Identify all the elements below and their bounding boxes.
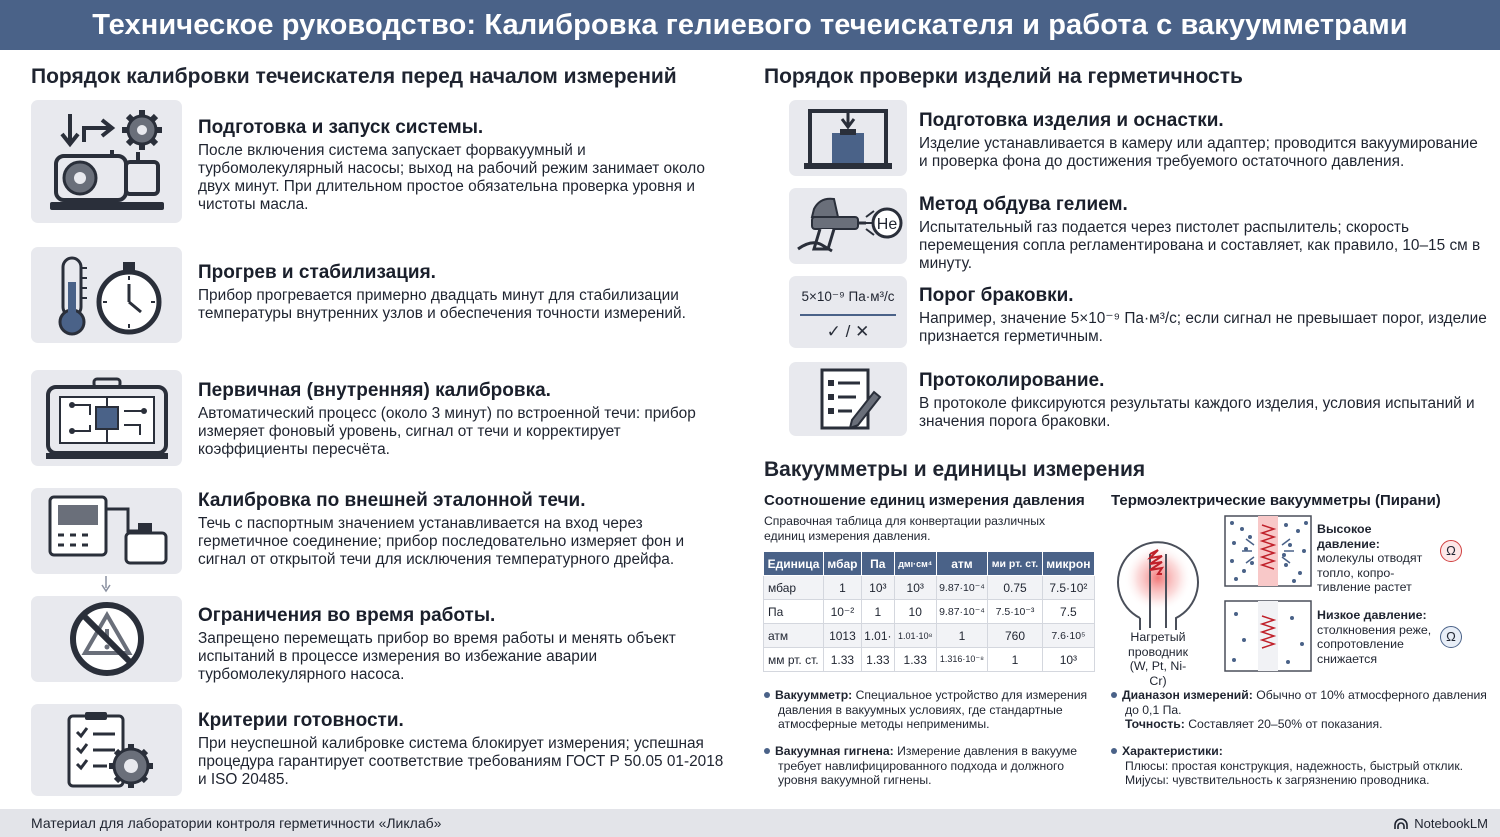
- calibration-step-1: [198, 117, 718, 214]
- step-text: В протоколе фиксируются результаты каждого изделия, условия испытаний и значения порога браковки.: [919, 395, 1475, 430]
- accuracy-term: Точность:: [1125, 717, 1185, 731]
- footer-text: Материал для лаборатории контроля герметичности «Ликлаб»: [31, 815, 442, 831]
- table-cell: 1.01·: [861, 624, 894, 648]
- high-pressure-diagram-icon: [1224, 515, 1312, 587]
- vacuum-section-title: Вакуумметры и единицы измерения: [764, 458, 1146, 481]
- low-pressure-title: Низкое давление:: [1317, 608, 1427, 622]
- step-text: При неуспешной калибровке система блокирует измерения; успешная процедура гарантирует соответствие требованиям ГОСТ Р 50.05 01-2018 и ISO 20485.: [198, 735, 724, 788]
- step-title: Первичная (внутренняя) калибровка.: [198, 380, 551, 401]
- table-cell: 9.87·10⁻⁴: [936, 576, 988, 600]
- reference-leak-icon: [31, 488, 182, 574]
- high-pressure-title: Высокое давление:: [1317, 522, 1380, 551]
- table-cell: атм: [764, 624, 824, 648]
- brand-name: NotebookLM: [1414, 816, 1488, 831]
- table-header-cell: атм: [936, 552, 988, 576]
- step-title: Протоколирование.: [919, 370, 1105, 391]
- ohm-icon: Ω: [1440, 540, 1462, 562]
- table-cell: 1: [936, 624, 988, 648]
- table-header-cell: ми рт. ст.: [988, 552, 1043, 576]
- table-cell: 0.75: [988, 576, 1043, 600]
- inspection-step-4: [919, 370, 1489, 431]
- table-cell: 1.33: [894, 648, 936, 672]
- header-bar: [0, 0, 1500, 50]
- threshold-value: 5×10⁻⁹ Па·м³/с: [801, 288, 895, 304]
- bullet-icon: [1111, 748, 1117, 754]
- bullet-text: Специальное устройство для измерения давления в вакуумных условиях, где стандартные атмосферные методы неприменимы.: [778, 688, 1088, 731]
- pirani-range: [1111, 688, 1491, 732]
- step-text: Испытательный газ подается через пистолет распылитель; скорость перемещения сопла регламентирована и составляет, как правило, 10–15 см в минуту.: [919, 219, 1481, 272]
- table-cell: 1: [823, 576, 861, 600]
- inspection-step-2: [919, 194, 1489, 273]
- checklist-gear-icon: [31, 704, 182, 796]
- table-header-row: [764, 552, 1095, 576]
- step-text: Прибор прогревается примерно двадцать минут для стабилизации температуры внутренних узлов и обеспечения точности измерений.: [198, 287, 686, 322]
- table-row: [764, 624, 1095, 648]
- threshold-line: [800, 314, 896, 316]
- table-row: [764, 648, 1095, 672]
- inspection-step-3: [919, 285, 1489, 346]
- brand-label: [1393, 816, 1488, 831]
- protocol-document-icon: [789, 362, 907, 436]
- step-text: После включения система запускает форвакуумный и турбомолекулярный насосы; выход на рабочий режим занимает около двух минут. При длительном простое обязательна проверка уровня и чистоты масла.: [198, 142, 705, 213]
- table-cell: мбар: [764, 576, 824, 600]
- table-header-cell: микрон: [1042, 552, 1094, 576]
- units-table: [763, 551, 1095, 672]
- page-title: Техническое руководство: Калибровка гелиевого течеискателя и работа с вакуумметрами: [92, 8, 1408, 41]
- accuracy-text: Составляет 20–50% от показания.: [1188, 717, 1383, 731]
- thermometer-stopwatch-icon: [31, 247, 182, 343]
- range-term: Дианазон измерений:: [1122, 688, 1253, 702]
- step-title: Метод обдува гелием.: [919, 194, 1128, 215]
- table-row: [764, 600, 1095, 624]
- table-cell: 7.5·10²: [1042, 576, 1094, 600]
- table-cell: 9.87·10⁻⁴: [936, 600, 988, 624]
- filament-label: Нагретый проводник (W, Pt, Ni-Cr): [1128, 630, 1188, 688]
- pump-gears-icon: [31, 100, 182, 223]
- table-cell: 1013: [823, 624, 861, 648]
- table-header-cell: Единица: [764, 552, 824, 576]
- left-column-title: Порядок калибровки течеискателя перед началом измерений: [31, 65, 677, 88]
- table-header-cell: дмı·см⁴: [894, 552, 936, 576]
- step-text: Например, значение 5×10⁻⁹ Па·м³/с; если сигнал не превышает порог, изделие признается герметичным.: [919, 310, 1487, 345]
- reject-threshold-icon: [789, 276, 907, 348]
- helium-spray-gun-icon: [789, 188, 907, 264]
- units-subtitle: Соотношение единиц измерения давления: [764, 492, 1085, 509]
- ohm-icon: Ω: [1440, 626, 1462, 648]
- calibration-step-4: [198, 490, 728, 569]
- low-pressure-diagram-icon: [1224, 600, 1312, 672]
- table-cell: 10³: [894, 576, 936, 600]
- notebooklm-logo-icon: [1393, 818, 1409, 830]
- vacuum-bullet-1: [764, 688, 1104, 732]
- units-description: Справочная таблица для конвертации различных единиц измерения давления.: [764, 514, 1046, 543]
- table-cell: 10³: [1042, 648, 1094, 672]
- table-cell: 1.316·10⁻⁸: [936, 648, 988, 672]
- pros-text: Плюсы: простая конструкция, надежность, быстрый отклик.: [1125, 758, 1464, 773]
- step-title: Порог браковки.: [919, 285, 1074, 306]
- bullet-term: Вакуумметр:: [775, 688, 853, 702]
- table-cell: 760: [988, 624, 1043, 648]
- calibration-step-6: [198, 710, 728, 789]
- calibration-step-3: [198, 380, 728, 459]
- table-cell: 1.33: [861, 648, 894, 672]
- no-move-warning-icon: [31, 596, 182, 682]
- bullet-text: Измерение давления в вакууме требует навлифицированного подхода и должного уровня вакуумной гигнены.: [778, 744, 1078, 787]
- arrow-down-icon: [101, 576, 111, 594]
- table-cell: мм рт. ст.: [764, 648, 824, 672]
- step-text: Изделие устанавливается в камеру или адаптер; проводится вакуумирование и проверка фона до достижения требуемого остаточного давления.: [919, 135, 1478, 170]
- test-chamber-icon: [789, 100, 907, 176]
- table-cell: 7.5·10⁻³: [988, 600, 1043, 624]
- calibration-step-2: [198, 262, 728, 323]
- table-cell: Па: [764, 600, 824, 624]
- char-term: Характеристики:: [1122, 744, 1223, 758]
- step-text: Течь с паспортным значением устанавливается на вход через герметичное соединение; прибор последовательно измеряет фон и сигнал от открытой течи для исключения температурного дрейфа.: [198, 515, 685, 568]
- table-header-cell: Па: [861, 552, 894, 576]
- low-pressure-text: [1317, 608, 1441, 666]
- right-column-title: Порядок проверки изделий на герметичность: [764, 65, 1243, 88]
- bullet-icon: [764, 748, 770, 754]
- step-title: Ограничения во время работы.: [198, 605, 496, 626]
- step-text: Запрещено перемещать прибор во время работы и менять объект испытаний в процессе измерения во избежание аварии турбомолекулярного насоса.: [198, 630, 676, 683]
- step-title: Подготовка изделия и оснастки.: [919, 110, 1224, 131]
- table-row: [764, 576, 1095, 600]
- pirani-subtitle: Термоэлектрические вакуумметры (Пирани): [1111, 492, 1441, 509]
- step-text: Автоматический процесс (около 3 минут) по встроенной течи: прибор измеряет фоновый уровень, сигнал от течи и корректирует коэффициенты пересчёта.: [198, 405, 696, 458]
- vacuum-bullet-2: [764, 744, 1104, 788]
- inspection-step-1: [919, 110, 1489, 171]
- bullet-icon: [1111, 692, 1117, 698]
- high-pressure-desc: молекулы отводят топло, копро-тивление растет: [1317, 551, 1423, 594]
- table-cell: 10³: [861, 576, 894, 600]
- high-pressure-text: [1317, 522, 1437, 595]
- table-cell: 1.01·10⁸: [894, 624, 936, 648]
- bullet-icon: [764, 692, 770, 698]
- table-cell: 10: [894, 600, 936, 624]
- table-cell: 1.33: [823, 648, 861, 672]
- footer-bar: [0, 809, 1500, 837]
- bullet-term: Вакуумная гигнена:: [775, 744, 894, 758]
- range-text: Обычно от 10% атмосферного давления до 0,1 Па.: [1125, 688, 1487, 717]
- step-title: Калибровка по внешней эталонной течи.: [198, 490, 586, 511]
- step-title: Прогрев и стабилизация.: [198, 262, 436, 283]
- table-cell: 7.5: [1042, 600, 1094, 624]
- pirani-characteristics: [1111, 744, 1496, 788]
- helium-label: He: [876, 216, 898, 233]
- circuit-board-icon: [31, 370, 182, 466]
- table-header-cell: мбар: [823, 552, 861, 576]
- cons-text: Миjусы: чувствительность к загрязнению проводника.: [1125, 773, 1430, 787]
- step-title: Подготовка и запуск системы.: [198, 117, 484, 138]
- table-cell: 1: [861, 600, 894, 624]
- pass-fail-marks: ✓ / ✕: [826, 321, 870, 341]
- table-cell: 7.6·10⁵: [1042, 624, 1094, 648]
- table-cell: 1: [988, 648, 1043, 672]
- low-pressure-desc: столкновения реже, сопротовление снижается: [1317, 622, 1432, 666]
- table-cell: 10⁻²: [823, 600, 861, 624]
- step-title: Критерии готовности.: [198, 710, 404, 731]
- calibration-step-5: [198, 605, 728, 684]
